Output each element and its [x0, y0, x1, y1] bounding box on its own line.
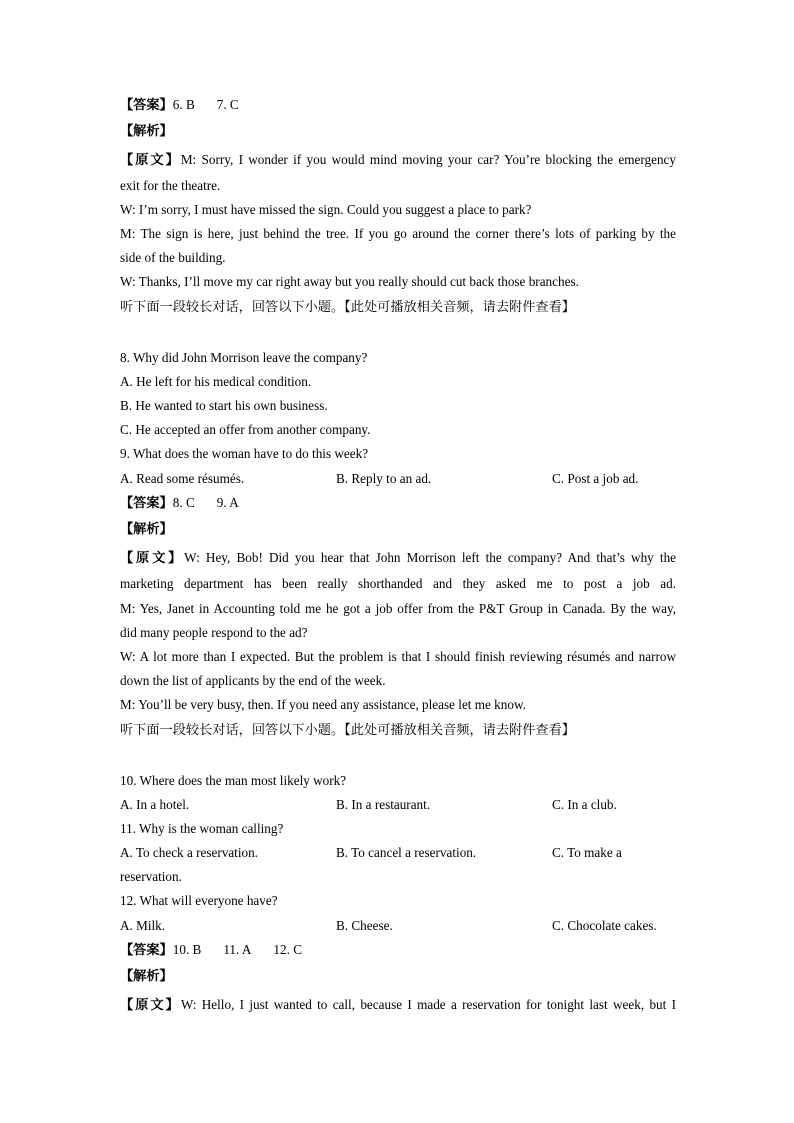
transcript-line: side of the building. — [120, 250, 226, 265]
option-12b: B. Cheese. — [336, 918, 393, 933]
option-8c: C. He accepted an offer from another company. — [120, 422, 371, 437]
transcript-line: down the list of applicants by the end of the week. — [120, 673, 386, 688]
transcript-line: M: You’ll be very busy, then. If you need any assistance, please let me know. — [120, 697, 526, 712]
transcript-line: 【原文】W: Hey, Bob! Did you hear that John Morrison left the company? And that’s why the — [120, 550, 677, 566]
transcript-line: W: Thanks, I’ll move my car right away but you really should cut back those branches. — [120, 274, 579, 289]
answer-line-6-7 — [120, 96, 676, 115]
listen-instruction: 听下面一段较长对话，回答以下小题。【此处可播放相关音频，请去附件查看】 — [120, 300, 575, 315]
transcript-line: marketing department has been really shorthanded and they asked me to post a job ad. — [120, 576, 676, 591]
answer-label: 【答案】 — [120, 943, 173, 958]
option-9b: B. Reply to an ad. — [336, 471, 432, 486]
option-8b: B. He wanted to start his own business. — [120, 398, 328, 413]
option-10a: A. In a hotel. — [120, 797, 190, 812]
question-12: 12. What will everyone have? — [120, 893, 278, 908]
answer-label: 【答案】 — [120, 496, 173, 511]
original-text-label: 【原文】 — [120, 998, 181, 1013]
listen-instruction: 听下面一段较长对话，回答以下小题。【此处可播放相关音频，请去附件查看】 — [120, 723, 575, 738]
transcript-line: W: A lot more than I expected. But the problem is that I should finish reviewing résumés and narrow — [120, 649, 676, 664]
answer-10: 10. B — [172, 942, 202, 957]
analysis-label: 【解析】 — [120, 969, 173, 984]
transcript-line: W: I’m sorry, I must have missed the sign. Could you suggest a place to park? — [120, 202, 532, 217]
analysis-label: 【解析】 — [120, 124, 173, 139]
option-10c: C. In a club. — [552, 797, 617, 812]
answer-9: 9. A — [216, 495, 239, 510]
transcript-line: exit for the theatre. — [120, 178, 221, 193]
original-text-label: 【原文】 — [120, 551, 185, 566]
option-10b: B. In a restaurant. — [336, 797, 431, 812]
answer-11: 11. A — [223, 942, 252, 957]
option-8a: A. He left for his medical condition. — [120, 374, 312, 389]
answer-line-10-12 — [120, 941, 676, 960]
option-9c: C. Post a job ad. — [552, 471, 639, 486]
question-8: 8. Why did John Morrison leave the company? — [120, 350, 368, 365]
question-11: 11. Why is the woman calling? — [120, 821, 284, 836]
answer-6: 6. B — [172, 97, 195, 112]
question-10: 10. Where does the man most likely work? — [120, 773, 347, 788]
transcript-line: M: Yes, Janet in Accounting told me he got a job offer from the P&T Group in Canada. By the way, — [120, 601, 676, 616]
transcript-line: 【原文】M: Sorry, I wonder if you would mind moving your car? You’re blocking the emergency — [120, 152, 676, 168]
question-9: 9. What does the woman have to do this week? — [120, 446, 369, 461]
transcript-line: did many people respond to the ad? — [120, 625, 308, 640]
transcript-line: M: The sign is here, just behind the tree. If you go around the corner there’s lots of parking by the — [120, 226, 676, 241]
answer-7: 7. C — [216, 97, 239, 112]
option-9a: A. Read some résumés. — [120, 471, 245, 486]
answer-8: 8. C — [172, 495, 195, 510]
transcript-line: 【原文】W: Hello, I just wanted to call, because I made a reservation for tonight last week, but I — [120, 997, 676, 1013]
answer-12: 12. C — [273, 942, 302, 957]
option-11c-continued: reservation. — [120, 869, 182, 884]
option-11c: C. To make a — [552, 845, 622, 860]
original-text-label: 【原文】 — [120, 153, 181, 168]
answer-line-8-9 — [120, 494, 676, 513]
option-12a: A. Milk. — [120, 918, 166, 933]
analysis-label: 【解析】 — [120, 522, 173, 537]
answer-label: 【答案】 — [120, 98, 173, 113]
option-12c: C. Chocolate cakes. — [552, 918, 657, 933]
option-11b: B. To cancel a reservation. — [336, 845, 477, 860]
option-11a: A. To check a reservation. — [120, 845, 258, 860]
